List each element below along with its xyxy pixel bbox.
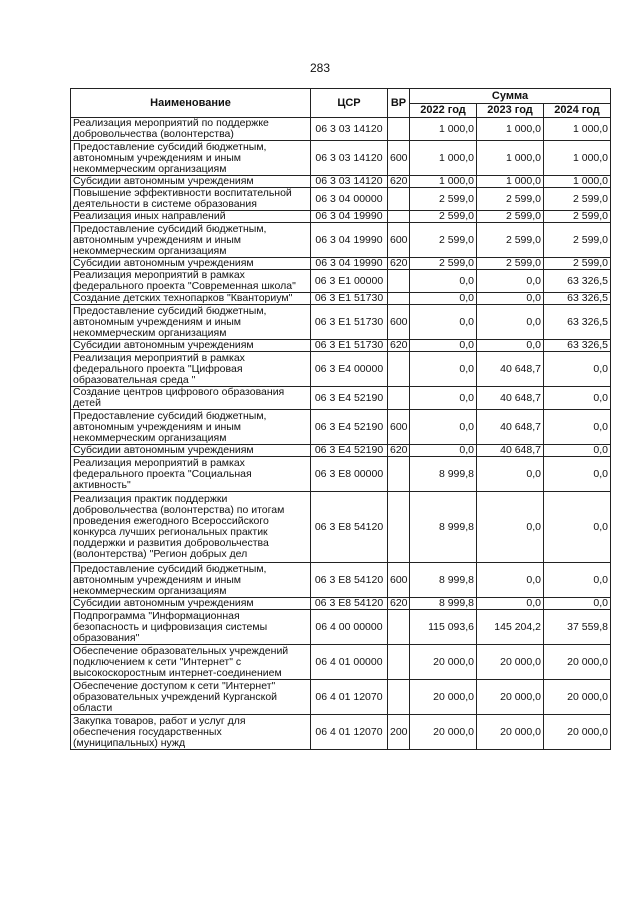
table-row [71,492,611,563]
row-vr [388,270,410,293]
table-row [71,715,611,750]
row-csr: 06 3 04 19990 [311,211,388,223]
row-name: Предоставление субсидий бюджетным, автономным учреждениям и иным некоммерческим организациям [71,563,311,598]
row-amount-2023: 1 000,0 [477,141,544,176]
row-amount-2024: 63 326,5 [544,293,611,305]
table-row [71,176,611,188]
row-amount-2023: 0,0 [477,340,544,352]
row-vr: 600 [388,223,410,258]
row-amount-2024: 2 599,0 [544,223,611,258]
row-amount-2022: 8 999,8 [410,563,477,598]
row-amount-2022: 0,0 [410,387,477,410]
row-amount-2022: 20 000,0 [410,645,477,680]
row-amount-2022: 8 999,8 [410,598,477,610]
page-number: 283 [309,61,331,75]
row-csr: 06 3 E1 51730 [311,293,388,305]
row-csr: 06 3 E4 52190 [311,387,388,410]
row-amount-2023: 40 648,7 [477,445,544,457]
row-amount-2023: 2 599,0 [477,211,544,223]
row-vr: 200 [388,715,410,750]
row-csr: 06 3 04 19990 [311,258,388,270]
row-amount-2023: 20 000,0 [477,715,544,750]
row-name: Создание детских технопарков "Кванториум" [71,293,311,305]
row-name: Закупка товаров, работ и услуг для обеспечения государственных (муниципальных) нужд [71,715,311,750]
row-amount-2023: 0,0 [477,492,544,563]
table-row [71,340,611,352]
table-row [71,598,611,610]
row-vr [388,352,410,387]
row-amount-2024: 1 000,0 [544,118,611,141]
table-row [71,258,611,270]
row-csr: 06 3 E4 00000 [311,352,388,387]
header-year-2024: 2024 год [544,104,611,118]
table-row [71,118,611,141]
row-amount-2024: 20 000,0 [544,645,611,680]
header-name: Наименование [71,89,311,118]
row-csr: 06 3 E8 54120 [311,563,388,598]
table-row [71,387,611,410]
row-amount-2024: 0,0 [544,598,611,610]
row-csr: 06 3 04 00000 [311,188,388,211]
row-name: Подпрограмма "Информационная безопасность и цифровизация системы образования" [71,610,311,645]
row-amount-2022: 0,0 [410,270,477,293]
row-amount-2023: 0,0 [477,293,544,305]
table-row [71,270,611,293]
row-amount-2024: 63 326,5 [544,305,611,340]
table-body [71,118,611,750]
row-name: Реализация мероприятий в рамках федерального проекта "Социальная активность" [71,457,311,492]
row-amount-2023: 145 204,2 [477,610,544,645]
row-vr: 620 [388,340,410,352]
row-name: Реализация мероприятий в рамках федерального проекта "Цифровая образовательная среда " [71,352,311,387]
row-amount-2024: 63 326,5 [544,340,611,352]
table-row [71,457,611,492]
table-row [71,293,611,305]
row-vr [388,457,410,492]
row-name: Реализация иных направлений [71,211,311,223]
row-vr [388,211,410,223]
row-csr: 06 3 E4 52190 [311,445,388,457]
row-name: Реализация мероприятий по поддержке добровольчества (волонтерства) [71,118,311,141]
row-amount-2024: 2 599,0 [544,211,611,223]
row-csr: 06 3 E8 54120 [311,492,388,563]
row-name: Предоставление субсидий бюджетным, автономным учреждениям и иным некоммерческим организациям [71,305,311,340]
row-csr: 06 3 E1 51730 [311,340,388,352]
row-vr: 600 [388,410,410,445]
row-name: Субсидии автономным учреждениям [71,445,311,457]
row-vr [388,293,410,305]
row-vr [388,188,410,211]
row-vr [388,610,410,645]
table-row [71,305,611,340]
row-name: Обеспечение образовательных учреждений подключением к сети "Интернет" с высокоскоростным интернет-соединением [71,645,311,680]
table-row [71,445,611,457]
row-csr: 06 4 01 12070 [311,680,388,715]
row-name: Субсидии автономным учреждениям [71,176,311,188]
row-vr [388,492,410,563]
row-amount-2024: 37 559,8 [544,610,611,645]
header-vr: ВР [388,89,410,118]
row-vr [388,118,410,141]
row-amount-2023: 40 648,7 [477,410,544,445]
row-name: Создание центров цифрового образования детей [71,387,311,410]
row-amount-2024: 63 326,5 [544,270,611,293]
row-amount-2023: 2 599,0 [477,188,544,211]
row-amount-2022: 0,0 [410,352,477,387]
header-year-2022: 2022 год [410,104,477,118]
row-vr: 620 [388,445,410,457]
row-amount-2024: 2 599,0 [544,258,611,270]
row-name: Субсидии автономным учреждениям [71,340,311,352]
row-amount-2022: 0,0 [410,293,477,305]
row-amount-2022: 20 000,0 [410,680,477,715]
row-amount-2024: 2 599,0 [544,188,611,211]
row-amount-2024: 0,0 [544,457,611,492]
row-amount-2022: 2 599,0 [410,258,477,270]
row-amount-2022: 115 093,6 [410,610,477,645]
row-amount-2022: 0,0 [410,445,477,457]
row-amount-2023: 1 000,0 [477,118,544,141]
row-amount-2024: 0,0 [544,410,611,445]
table-row [71,141,611,176]
row-amount-2022: 2 599,0 [410,223,477,258]
row-amount-2022: 2 599,0 [410,211,477,223]
row-csr: 06 3 E4 52190 [311,410,388,445]
row-vr: 600 [388,563,410,598]
row-amount-2024: 20 000,0 [544,715,611,750]
row-amount-2024: 0,0 [544,563,611,598]
row-name: Предоставление субсидий бюджетным, автономным учреждениям и иным некоммерческим организациям [71,410,311,445]
row-amount-2022: 0,0 [410,305,477,340]
row-csr: 06 3 E8 00000 [311,457,388,492]
row-name: Обеспечение доступом к сети "Интернет" образовательных учреждений Курганской области [71,680,311,715]
row-amount-2023: 20 000,0 [477,680,544,715]
row-vr [388,387,410,410]
row-amount-2023: 0,0 [477,457,544,492]
header-year-2023: 2023 год [477,104,544,118]
row-amount-2022: 0,0 [410,340,477,352]
row-amount-2024: 0,0 [544,445,611,457]
row-amount-2022: 1 000,0 [410,176,477,188]
row-csr: 06 3 03 14120 [311,176,388,188]
table-row [71,352,611,387]
row-amount-2023: 0,0 [477,270,544,293]
row-amount-2022: 8 999,8 [410,457,477,492]
row-amount-2024: 1 000,0 [544,141,611,176]
row-amount-2023: 0,0 [477,598,544,610]
row-amount-2024: 0,0 [544,492,611,563]
budget-table [70,88,611,750]
row-csr: 06 3 E8 54120 [311,598,388,610]
row-amount-2024: 0,0 [544,387,611,410]
row-vr: 600 [388,141,410,176]
header-sum: Сумма [410,89,611,104]
row-vr: 600 [388,305,410,340]
row-amount-2023: 20 000,0 [477,645,544,680]
row-amount-2024: 20 000,0 [544,680,611,715]
row-name: Повышение эффективности воспитательной деятельности в системе образования [71,188,311,211]
row-amount-2022: 1 000,0 [410,141,477,176]
row-amount-2023: 40 648,7 [477,387,544,410]
row-vr [388,680,410,715]
row-amount-2022: 20 000,0 [410,715,477,750]
row-amount-2024: 0,0 [544,352,611,387]
row-name: Предоставление субсидий бюджетным, автономным учреждениям и иным некоммерческим организациям [71,141,311,176]
row-amount-2024: 1 000,0 [544,176,611,188]
row-amount-2023: 40 648,7 [477,352,544,387]
row-csr: 06 4 00 00000 [311,610,388,645]
row-csr: 06 3 03 14120 [311,118,388,141]
row-csr: 06 4 01 12070 [311,715,388,750]
row-name: Субсидии автономным учреждениям [71,258,311,270]
table-row [71,645,611,680]
row-csr: 06 3 E1 51730 [311,305,388,340]
row-amount-2022: 0,0 [410,410,477,445]
row-vr [388,645,410,680]
row-csr: 06 3 04 19990 [311,223,388,258]
row-csr: 06 4 01 00000 [311,645,388,680]
row-amount-2023: 1 000,0 [477,176,544,188]
row-name: Предоставление субсидий бюджетным, автономным учреждениям и иным некоммерческим организациям [71,223,311,258]
table-row [71,223,611,258]
table-row [71,610,611,645]
row-vr: 620 [388,258,410,270]
row-amount-2023: 2 599,0 [477,258,544,270]
row-vr: 620 [388,176,410,188]
row-csr: 06 3 E1 00000 [311,270,388,293]
row-amount-2022: 1 000,0 [410,118,477,141]
table-row [71,188,611,211]
row-amount-2023: 0,0 [477,563,544,598]
table-row [71,680,611,715]
table-row [71,563,611,598]
row-amount-2022: 8 999,8 [410,492,477,563]
table-row [71,211,611,223]
row-name: Субсидии автономным учреждениям [71,598,311,610]
table-row [71,410,611,445]
header-csr: ЦСР [311,89,388,118]
row-name: Реализация практик поддержки добровольчества (волонтерства) по итогам проведения ежегодного Всероссийского конкурса лучших региональных практик поддержки и развития добровольчества (волонтерства) "Регион добрых дел [71,492,311,563]
row-csr: 06 3 03 14120 [311,141,388,176]
row-amount-2023: 0,0 [477,305,544,340]
row-name: Реализация мероприятий в рамках федерального проекта "Современная школа" [71,270,311,293]
row-amount-2023: 2 599,0 [477,223,544,258]
row-vr: 620 [388,598,410,610]
row-amount-2022: 2 599,0 [410,188,477,211]
